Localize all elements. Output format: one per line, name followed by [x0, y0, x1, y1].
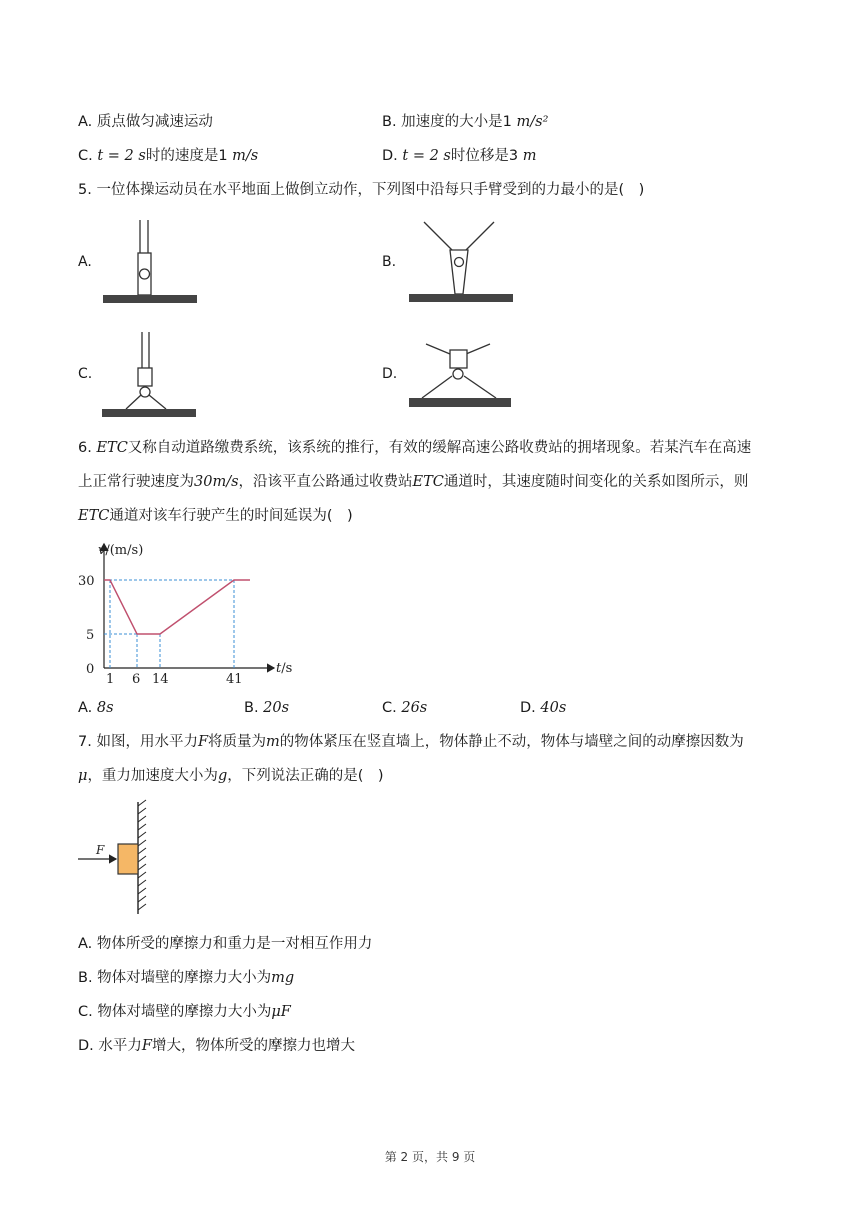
x-axis-label: t/s — [276, 661, 293, 676]
origin-label: 0 — [86, 662, 95, 677]
x-tick-6: 6 — [132, 672, 141, 687]
y-axis-label: v/(m/s) — [98, 543, 144, 558]
q7-option-a: A. 物体所受的摩擦力和重力是一对相互作用力 — [78, 936, 373, 952]
q5-label-c: C. — [78, 366, 93, 382]
q4-option-a: A. 质点做匀减速运动 — [78, 114, 213, 130]
q7-stem-line-1: 7. 如图，用水平力F将质量为m的物体紧压在竖直墙上，物体静止不动，物体与墙壁之间的动摩擦因数为 — [78, 734, 744, 750]
q4-option-d: D. t = 2 s时位移是3 m — [382, 148, 537, 164]
q6-option-a: A. 8s — [78, 700, 114, 716]
q5-label-b: B. — [382, 254, 397, 270]
q7-option-c: C. 物体对墙壁的摩擦力大小为μF — [78, 1004, 291, 1020]
q6-stem-line-2: 上正常行驶速度为30m/s，沿该平直公路通过收费站ETC通道时，其速度随时间变化的关系如图所示，则 — [78, 474, 749, 490]
q5-label-d: D. — [382, 366, 398, 382]
x-tick-41: 41 — [226, 672, 243, 687]
q6-option-b: B. 20s — [244, 700, 290, 716]
q5-label-a: A. — [78, 254, 92, 270]
q6-stem-line-3: ETC通道对该车行驶产生的时间延误为( ) — [78, 508, 353, 524]
x-tick-1: 1 — [106, 672, 115, 687]
q6-option-c: C. 26s — [382, 700, 428, 716]
q6-option-d: D. 40s — [520, 700, 567, 716]
x-tick-14: 14 — [152, 672, 169, 687]
q7-wall-block-figure — [76, 800, 156, 918]
q5-figure-b — [406, 220, 514, 306]
velocity-curve — [104, 580, 250, 634]
q5-stem: 5. 一位体操运动员在水平地面上做倒立动作，下列图中沿每只手臂受到的力最小的是( ) — [78, 182, 645, 198]
block — [118, 844, 138, 874]
force-label: F — [96, 843, 105, 857]
y-tick-5: 5 — [86, 628, 95, 643]
q4-option-c: C. t = 2 s时的速度是1 m/s — [78, 148, 259, 164]
page-footer: 第 2 页，共 9 页 — [384, 1150, 476, 1164]
q7-option-d: D. 水平力F增大，物体所受的摩擦力也增大 — [78, 1038, 355, 1054]
y-tick-30: 30 — [78, 574, 95, 589]
q6-stem-line-1: 6. ETC又称自动道路缴费系统，该系统的推行，有效的缓解高速公路收费站的拥堵现象。若某汽车在高速 — [78, 440, 752, 456]
q5-figure-d — [406, 342, 514, 412]
q6-velocity-time-graph — [76, 538, 306, 687]
q5-figure-a — [100, 220, 200, 306]
q4-option-b: B. 加速度的大小是1 m/s² — [382, 114, 549, 130]
q5-figure-c — [100, 332, 200, 418]
q7-stem-line-2: μ，重力加速度大小为g，下列说法正确的是( ) — [78, 768, 384, 784]
q7-option-b: B. 物体对墙壁的摩擦力大小为mg — [78, 970, 295, 986]
